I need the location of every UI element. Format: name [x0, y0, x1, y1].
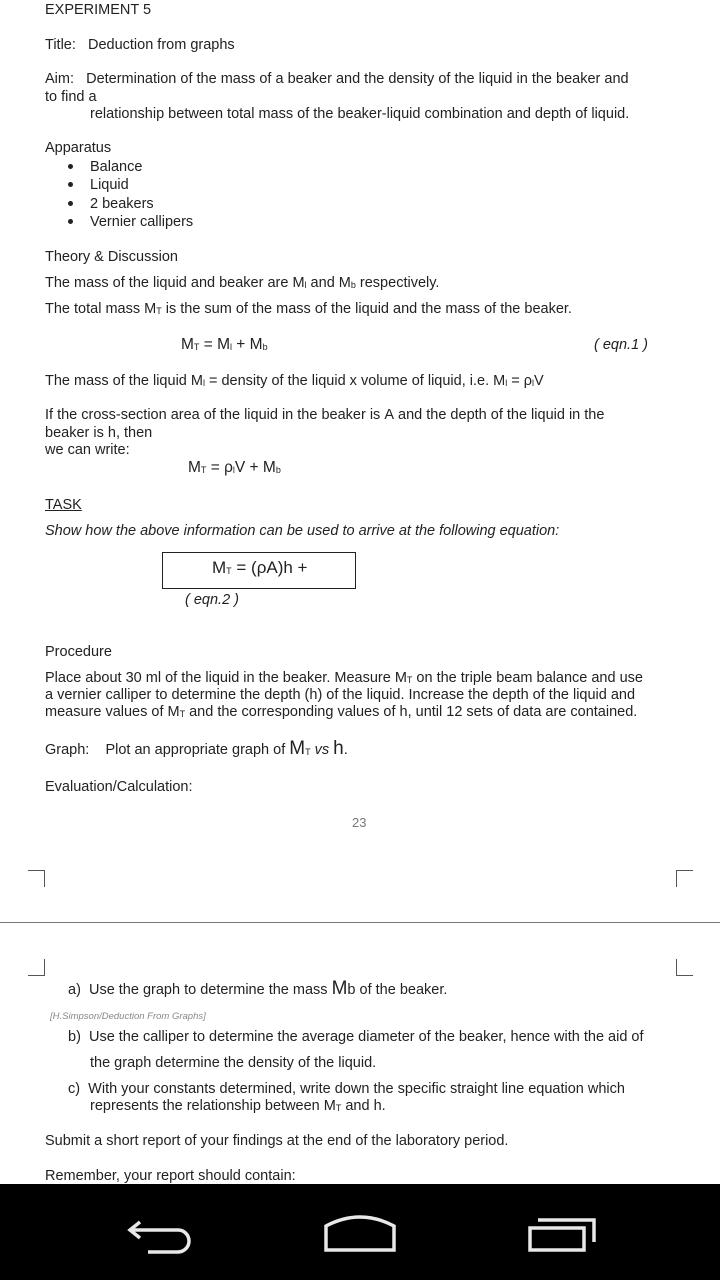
text-fragment: = density of the liquid — [204, 373, 350, 389]
graph-line — [45, 740, 348, 761]
theory-p6: we can write: — [45, 442, 130, 458]
citation: [H.Simpson/Deduction From Graphs] — [50, 1011, 206, 1022]
apparatus-item: Balance — [90, 159, 143, 175]
text-fragment: T — [305, 747, 311, 757]
text-fragment: ρ — [523, 373, 532, 389]
text-fragment: b — [275, 465, 281, 475]
text-fragment: = (ρA)h + — [231, 558, 308, 577]
text-fragment: l — [532, 378, 534, 388]
bullet-icon — [68, 219, 73, 224]
task-heading: TASK — [45, 497, 82, 513]
title-value: Deduction from graphs — [87, 37, 235, 53]
equation-1-ref: ( eqn.1 ) — [594, 337, 648, 353]
text-fragment: T — [156, 306, 162, 316]
text-fragment: until 12 sets of data are contained. — [411, 704, 638, 720]
text-fragment: T — [193, 342, 200, 352]
procedure-line — [45, 686, 635, 704]
text-fragment: Use the graph to determine the mass — [88, 982, 332, 998]
question-b — [68, 1028, 644, 1046]
procedure-heading: Procedure — [45, 644, 112, 660]
text-fragment: M — [188, 459, 201, 476]
equation-expanded — [188, 459, 281, 479]
remember-line: Remember, your report should contain: — [45, 1168, 296, 1184]
text-fragment: With your constants determined, write down the specific straight line equation which — [88, 1081, 625, 1097]
text-fragment: = M — [199, 336, 230, 353]
back-icon[interactable] — [126, 1218, 194, 1254]
theory-p1 — [45, 274, 439, 294]
text-fragment: l — [505, 378, 508, 388]
aim-line3: relationship between total mass of the beaker-liquid combination and depth of liquid. — [90, 106, 630, 122]
experiment-header: EXPERIMENT 5 — [45, 2, 152, 18]
text-fragment: The total mass M — [45, 301, 157, 317]
equation-2 — [212, 559, 307, 580]
page-corner-mark — [676, 870, 693, 887]
apparatus-item: Vernier callipers — [90, 214, 194, 230]
theory-p3 — [45, 372, 544, 392]
aim-line2: to find a — [45, 89, 97, 105]
text-fragment: vs — [310, 742, 334, 758]
text-fragment: l — [230, 342, 232, 352]
text-fragment: , then — [115, 425, 153, 441]
recents-icon[interactable] — [526, 1216, 600, 1254]
procedure-line — [45, 703, 637, 723]
text-fragment: T — [226, 566, 232, 576]
text-fragment: b) — [68, 1029, 81, 1045]
theory-p5 — [45, 424, 152, 442]
bullet-icon — [68, 201, 73, 206]
text-fragment: l — [232, 465, 235, 475]
text-fragment: + M — [232, 336, 263, 353]
text-fragment: l — [202, 378, 205, 388]
text-fragment: volume of liquid, i.e. M — [356, 373, 506, 389]
text-fragment: . — [381, 1098, 386, 1114]
apparatus-heading: Apparatus — [45, 140, 112, 156]
question-a — [68, 980, 447, 999]
text-fragment: ) of the liquid. Increase the depth of the liquid and — [317, 687, 636, 703]
text-fragment: h — [309, 687, 318, 703]
submit-instruction: Submit a short report of your findings at the end of the laboratory period. — [45, 1133, 509, 1149]
text-fragment: h — [373, 1098, 382, 1114]
text-fragment: A — [384, 407, 394, 423]
aim-text: Determination of the mass of a beaker and the density of the liquid in the beaker and — [86, 71, 629, 87]
question-c-cont — [90, 1097, 386, 1117]
equation-1 — [181, 336, 268, 356]
text-fragment: x — [349, 373, 357, 389]
bullet-icon — [68, 182, 73, 187]
text-fragment: h — [107, 425, 116, 441]
text-fragment: and M — [306, 275, 351, 291]
apparatus-item: Liquid — [90, 177, 129, 193]
text-fragment: T — [179, 709, 186, 719]
text-fragment: and the depth of the liquid in the — [394, 407, 605, 423]
text-fragment: V — [534, 373, 544, 389]
text-fragment: a vernier calliper to determine the depth ( — [45, 687, 310, 703]
theory-heading: Theory & Discussion — [45, 249, 178, 265]
text-fragment: T — [200, 465, 207, 475]
text-fragment: h, — [399, 704, 412, 720]
text-fragment: = — [507, 373, 524, 389]
text-fragment: b — [262, 342, 268, 352]
apparatus-item: 2 beakers — [90, 196, 154, 212]
question-b-cont: the graph determine the density of the liquid. — [90, 1055, 377, 1071]
text-fragment: on the triple beam balance and use — [412, 670, 643, 686]
title-label: Title: — [45, 37, 76, 53]
text-fragment: M — [181, 336, 194, 353]
text-fragment: b — [350, 280, 356, 290]
text-fragment: T — [335, 1103, 342, 1113]
bullet-icon — [68, 164, 73, 169]
text-fragment: M — [331, 978, 348, 999]
text-fragment: M — [289, 738, 306, 759]
page-number: 23 — [352, 815, 367, 830]
text-fragment: and — [341, 1098, 374, 1114]
text-fragment: c) — [68, 1081, 81, 1097]
text-fragment: The mass of the liquid M — [45, 373, 203, 389]
title-line — [45, 36, 235, 54]
text-fragment: is the sum of the mass of the liquid and the mass of the beaker. — [161, 301, 572, 317]
text-fragment: measure values of M — [45, 704, 180, 720]
home-icon[interactable] — [322, 1212, 398, 1254]
text-fragment: h — [333, 738, 344, 759]
text-fragment: l — [304, 280, 307, 290]
text-fragment: Place about 30 ml of the liquid in the beaker. Measure M — [45, 670, 407, 686]
aim-line1 — [45, 70, 629, 88]
text-fragment: The mass of the liquid and beaker are M — [45, 275, 305, 291]
text-fragment: M — [212, 558, 227, 577]
text-fragment: If the cross-section area of the liquid in the beaker is — [45, 407, 385, 423]
navigation-bar — [0, 1184, 720, 1280]
theory-p2 — [45, 300, 572, 320]
text-fragment: Plot an appropriate graph of — [105, 742, 290, 758]
page-divider — [0, 922, 720, 923]
equation-2-ref: ( eqn.2 ) — [185, 592, 239, 608]
text-fragment: beaker is — [45, 425, 108, 441]
text-fragment: and the corresponding values of — [185, 704, 400, 720]
text-fragment: = ρ — [206, 459, 233, 476]
task-instruction: Show how the above information can be used to arrive at the following equation: — [45, 523, 560, 539]
aim-label: Aim: — [45, 71, 74, 87]
text-fragment: respectively. — [355, 275, 440, 291]
text-fragment: a) — [68, 982, 81, 998]
page-corner-mark — [28, 959, 45, 976]
text-fragment: . — [343, 742, 348, 758]
page-corner-mark — [28, 870, 45, 887]
page-corner-mark — [676, 959, 693, 976]
text-fragment: of the beaker. — [355, 982, 448, 998]
theory-p4 — [45, 406, 604, 424]
evaluation-heading: Evaluation/Calculation: — [45, 779, 193, 795]
text-fragment: V + M — [234, 459, 276, 476]
text-fragment: Use the calliper to determine the average diameter of the beaker, hence with the aid of — [88, 1029, 644, 1045]
text-fragment: represents the relationship between M — [90, 1098, 336, 1114]
question-c — [68, 1080, 625, 1098]
text-fragment: b — [347, 982, 356, 998]
text-fragment: T — [406, 675, 413, 685]
text-fragment: Graph: — [45, 742, 90, 758]
